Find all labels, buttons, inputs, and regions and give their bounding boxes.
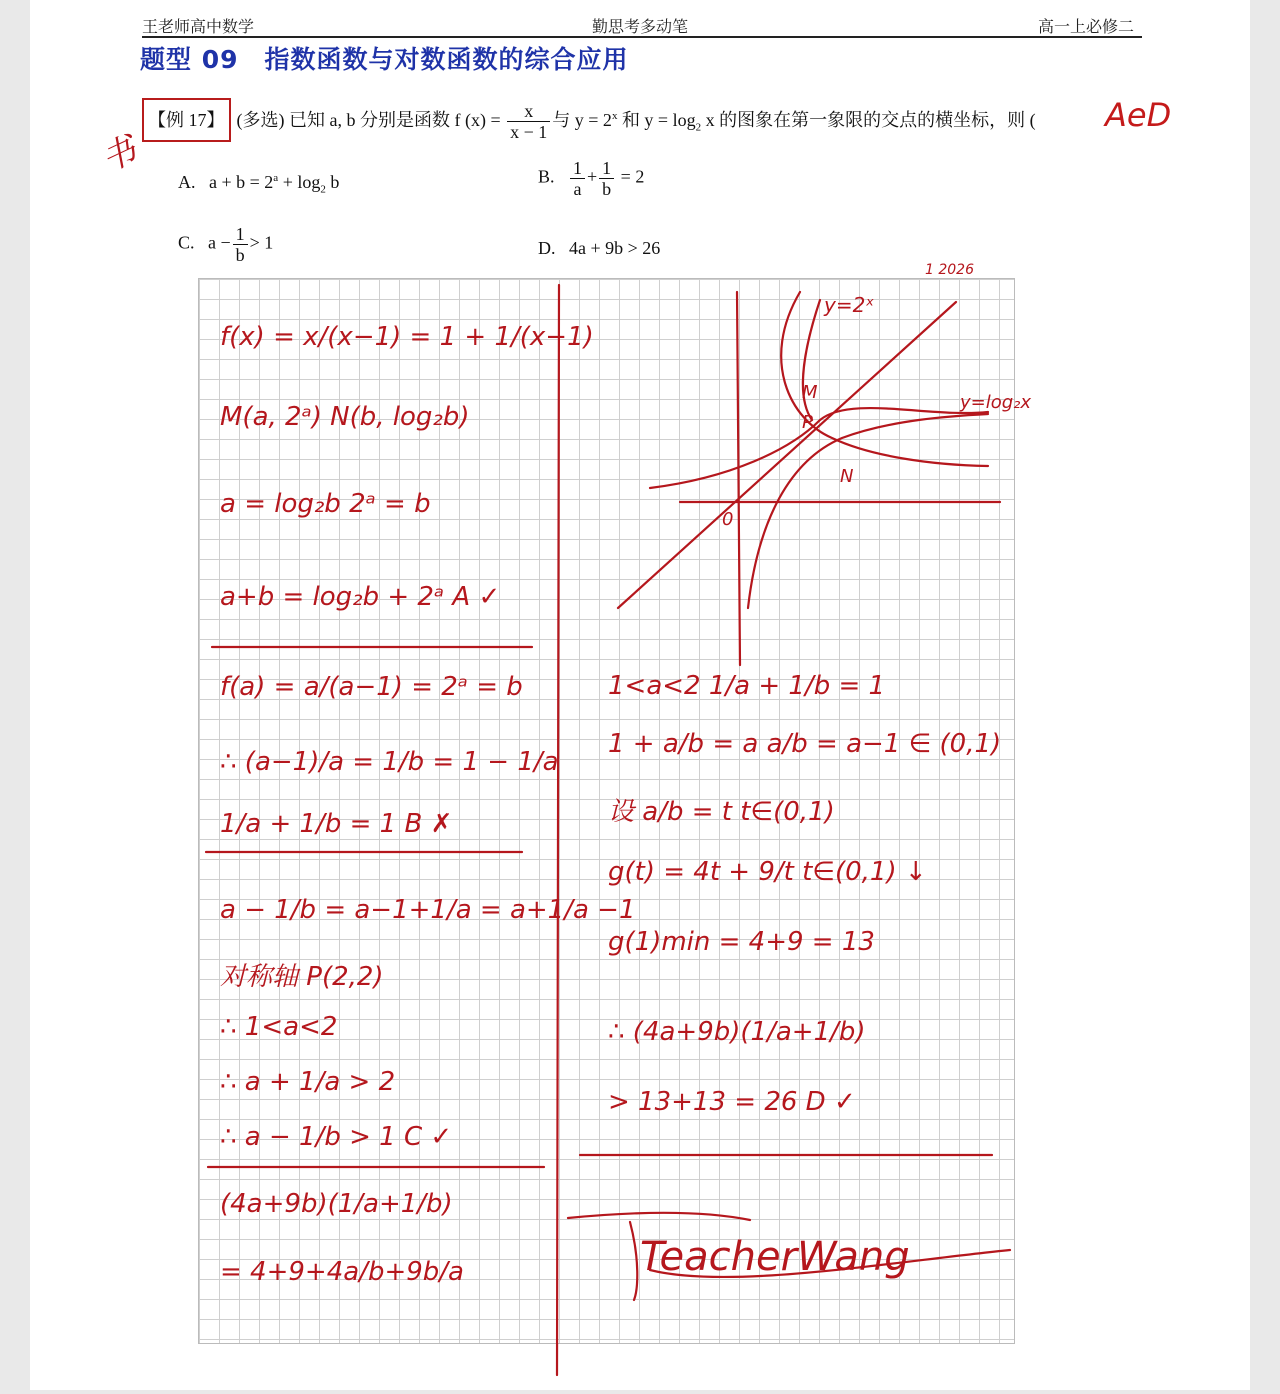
header-center: 勤思考多动笔 xyxy=(592,19,689,36)
left-col-line-10: ∴ 1<a<2 xyxy=(220,1012,338,1042)
stem-exp: x xyxy=(611,110,618,122)
graph-label-p: P xyxy=(802,412,813,433)
left-col-line-14: = 4+9+4a/b+9b/a xyxy=(220,1257,464,1287)
graph-curve-log xyxy=(748,414,988,608)
option-a-expr: a + b = 2 xyxy=(209,172,274,192)
left-col-line-5: f(a) = a/(a−1) = 2ᵃ = b xyxy=(220,672,523,702)
option-c-d: b xyxy=(235,245,245,265)
column-divider xyxy=(557,285,559,1375)
option-b-post: = 2 xyxy=(620,166,645,187)
option-b-op: + xyxy=(587,166,598,187)
left-col-line-7: 1/a + 1/b = 1 B ✗ xyxy=(220,809,453,839)
left-col-line-8: a − 1/b = a−1+1/a = a+1/a −1 xyxy=(220,895,636,925)
option-a-letter: A. xyxy=(178,172,196,192)
stem-frac-den: x − 1 xyxy=(510,122,548,143)
left-col-line-12: ∴ a − 1/b > 1 C ✓ xyxy=(220,1122,453,1152)
stem-sub: 2 xyxy=(695,121,702,134)
section-title: 题型 09 指数函数与对数函数的综合应用 xyxy=(140,45,629,74)
right-col-line-2: 1 + a/b = a a/b = a−1 ∈ (0,1) xyxy=(608,729,1002,759)
graph-label-log: y=log₂x xyxy=(960,392,1032,413)
graph-label-m: M xyxy=(802,382,818,403)
header-right: 高一上必修二 xyxy=(1038,19,1135,36)
option-a-sub: 2 xyxy=(320,183,326,196)
graph-curve-f xyxy=(650,408,988,488)
handwriting-layer xyxy=(30,0,1250,1390)
option-c-pre: a − xyxy=(208,232,231,253)
example-label: 【例 17】 xyxy=(142,98,231,142)
left-col-line-3: a = log₂b 2ᵃ = b xyxy=(220,489,431,519)
right-col-line-7: > 13+13 = 26 D ✓ xyxy=(608,1087,856,1117)
right-col-line-6: ∴ (4a+9b)(1/a+1/b) xyxy=(608,1017,866,1047)
margin-note: 书 xyxy=(95,129,143,181)
option-b-n1: 1 xyxy=(570,158,585,179)
left-col-line-6: ∴ (a−1)/a = 1/b = 1 − 1/a xyxy=(220,747,559,777)
option-b-letter: B. xyxy=(538,166,555,187)
document-page xyxy=(30,0,1250,1390)
graph-y-axis xyxy=(737,292,740,665)
graph-label-exp: y=2ˣ xyxy=(824,293,875,317)
left-col-line-13: (4a+9b)(1/a+1/b) xyxy=(220,1189,453,1219)
right-col-line-4: g(t) = 4t + 9/t t∈(0,1) ↓ xyxy=(608,857,927,887)
option-a-exp: a xyxy=(273,172,279,184)
option-b-d1: a xyxy=(573,179,582,199)
left-col-line-4: a+b = log₂b + 2ᵃ A ✓ xyxy=(220,582,501,612)
signature-text: TeacherWang xyxy=(640,1234,910,1280)
graph-curve-f-branch xyxy=(781,292,988,466)
header-left: 王老师高中数学 xyxy=(142,19,255,36)
option-c-letter: C. xyxy=(178,232,195,253)
option-c-n: 1 xyxy=(233,224,248,245)
option-a-mid: + log xyxy=(278,172,321,192)
option-d-expr: 4a + 9b > 26 xyxy=(569,238,661,258)
top-note: 1 2026 xyxy=(925,262,974,278)
left-col-line-1: f(x) = x/(x−1) = 1 + 1/(x−1) xyxy=(220,322,594,352)
stem-mid: 与 y = 2 xyxy=(552,110,612,130)
stem-mid2: 和 y = log xyxy=(621,110,696,130)
graph-line-y-eq-x xyxy=(618,302,956,608)
right-col-line-5: g(1)min = 4+9 = 13 xyxy=(608,927,875,957)
option-a-post: b xyxy=(325,172,340,192)
left-col-line-9: 对称轴 P(2,2) xyxy=(220,962,384,992)
answer-note: AeD xyxy=(1105,96,1172,134)
graph-label-origin: 0 xyxy=(722,509,734,530)
right-col-line-3: 设 a/b = t t∈(0,1) xyxy=(608,797,835,827)
option-b-n2: 1 xyxy=(599,158,614,179)
signature xyxy=(568,1213,1010,1300)
stem-prefix: (多选) 已知 a, b 分别是函数 f (x) = xyxy=(236,110,501,130)
sketch-graph xyxy=(618,292,1031,665)
option-b-d2: b xyxy=(602,179,612,199)
stem-suffix: x 的图象在第一象限的交点的横坐标，则 ( xyxy=(705,110,1036,130)
option-d-letter: D. xyxy=(538,238,556,258)
stem-frac-num: x xyxy=(507,101,550,122)
option-c-post: > 1 xyxy=(249,232,274,253)
left-col-line-11: ∴ a + 1/a > 2 xyxy=(220,1067,396,1097)
right-col-line-1: 1<a<2 1/a + 1/b = 1 xyxy=(608,671,886,701)
graph-label-n: N xyxy=(840,466,854,487)
left-col-line-2: M(a, 2ᵃ) N(b, log₂b) xyxy=(220,402,470,432)
